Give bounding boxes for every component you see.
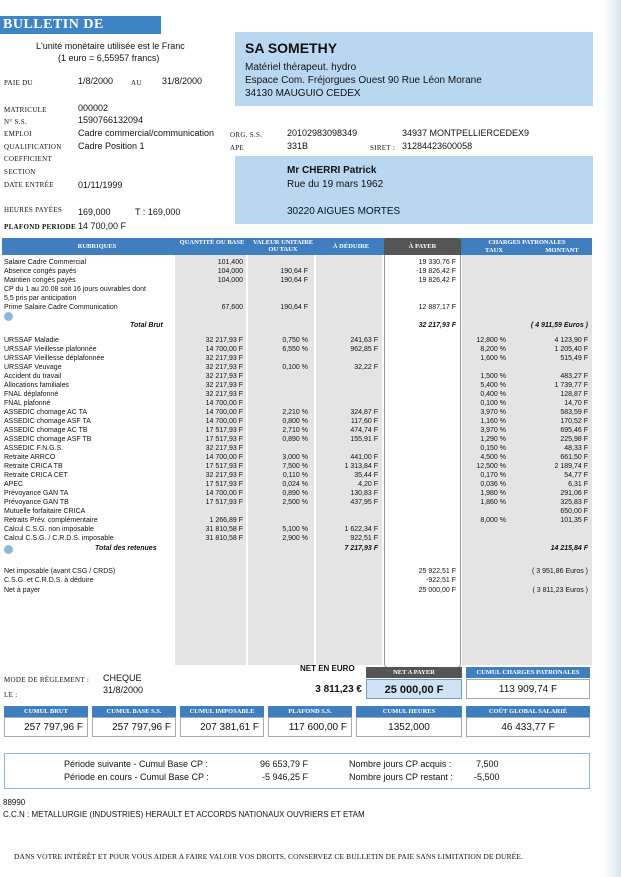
mode-reglement-value: CHEQUE — [103, 673, 142, 683]
row-taux: 190,64 F — [280, 277, 308, 284]
table-row — [0, 480, 600, 489]
row-charge-montant: 583,59 F — [560, 409, 588, 416]
row-base: 32 217,93 F — [205, 445, 243, 452]
row-charge-taux: 0,170 % — [480, 472, 506, 479]
conges-acquis-label: Nombre jours CP acquis : — [349, 759, 452, 769]
cumul-value: 207 381,61 F — [180, 717, 264, 737]
row-deduire: 1 622,34 F — [344, 526, 378, 533]
conges-encours-value: -5 946,25 F — [262, 772, 309, 782]
row-charge-taux: 8,200 % — [480, 346, 506, 353]
total-brut-label: Total Brut — [130, 322, 163, 329]
row-base: 1 266,89 F — [209, 517, 243, 524]
row-charge-taux: 1,160 % — [480, 418, 506, 425]
row-deduire: 155,91 F — [350, 436, 378, 443]
conges-acquis-value: 7,500 — [476, 759, 499, 769]
header-payer: À PAYER — [408, 243, 437, 250]
cumul-value: 257 797,96 F — [4, 717, 88, 737]
row-charge-taux: 1,860 % — [480, 499, 506, 506]
row-payer: 25 922,51 F — [418, 568, 456, 575]
cumul-charges-value: 113 909,74 F — [466, 679, 590, 699]
row-deduire: 437,95 F — [350, 499, 378, 506]
row-taux: 7,500 % — [282, 463, 308, 470]
row-base: 14 700,00 F — [205, 346, 243, 353]
table-row — [0, 408, 600, 417]
row-charge-taux: 4,500 % — [480, 454, 506, 461]
table-row — [0, 345, 600, 354]
row-charge-taux: 0,150 % — [480, 445, 506, 452]
row-charge-taux: 0,400 % — [480, 391, 506, 398]
row-taux: 0,750 % — [282, 337, 308, 344]
le-label: LE : — [4, 691, 18, 699]
currency-note-1: L'unité monétaire utilisée est le Franc — [36, 41, 185, 51]
table-row — [0, 507, 600, 516]
footer-ccn: C.C.N : METALLURGIE (INDUSTRIES) HERAULT ET ACCORDS NATIONAUX OUVRIERS ET ETAM — [3, 810, 365, 819]
row-charge-taux: 8,000 % — [480, 517, 506, 524]
row-deduire: 922,51 F — [350, 535, 378, 542]
row-charge-taux: 12,800 % — [476, 337, 506, 344]
row-label: Retraits Prév. complémentaire — [4, 517, 98, 524]
table-row — [0, 471, 600, 480]
date-entree-label: DATE ENTRÉE — [4, 181, 54, 189]
row-label: ASSEDIC chomage ASF TB — [4, 436, 92, 443]
table-row — [0, 417, 600, 426]
row-label: URSSAF Veuvage — [4, 364, 62, 371]
row-label: ASSEDIC chomage AC TA — [4, 409, 87, 416]
row-base: 32 217,93 F — [205, 364, 243, 371]
footer-notice: DANS VOTRE INTÉRÊT ET POUR VOUS AIDER A FAIRE VALOIR VOS DROITS, CONSERVEZ CE BULLETIN DE PAIE SANS LIMITATION DE DURÉE. — [14, 852, 524, 861]
row-charge-montant: 695,46 F — [560, 427, 588, 434]
row-charge-montant: 225,98 F — [560, 436, 588, 443]
au-label: AU — [131, 79, 142, 87]
cumul-label: COÛT GLOBAL SALARIÉ — [466, 706, 590, 717]
recipient-name: Mr CHERRI Patrick — [287, 165, 377, 176]
total-retenues-label: Total des retenues — [95, 545, 157, 552]
section-label: SECTION — [4, 168, 36, 176]
row-taux: 0,024 % — [282, 481, 308, 488]
employer-line1: Matériel thérapeut. hydro — [245, 62, 357, 73]
table-row — [0, 258, 600, 267]
ape-value: 331B — [287, 141, 309, 151]
employer-name: SA SOMETHY — [245, 40, 338, 56]
row-base: 14 700,00 F — [205, 454, 243, 461]
row-taux: 2,900 % — [282, 535, 308, 542]
plafond-label: PLAFOND PERIODE — [4, 223, 76, 231]
currency-note-2: (1 euro = 6,55957 francs) — [58, 53, 160, 63]
row-charge-montant: 1 205,40 F — [554, 346, 588, 353]
table-row — [0, 453, 600, 462]
cumul-label: CUMUL BASE S.S. — [92, 706, 176, 717]
table-row — [0, 303, 600, 312]
table-row — [0, 390, 600, 399]
total-retenues-charges: 14 215,84 F — [550, 545, 588, 552]
heures-label: HEURES PAYÉES — [4, 206, 63, 214]
row-deduire: 324,87 F — [350, 409, 378, 416]
row-base: 17 517,93 F — [205, 463, 243, 470]
row-payer: 25 000,00 F — [418, 587, 456, 594]
table-row — [0, 586, 600, 595]
row-base: 101,400 — [217, 259, 243, 266]
table-row — [0, 498, 600, 507]
row-label: URSSAF Vieillesse déplafonnée — [4, 355, 105, 362]
emploi-value: Cadre commercial/communication — [78, 128, 215, 138]
coefficient-label: COEFFICIENT — [4, 155, 53, 163]
table-row — [0, 336, 600, 345]
table-row — [0, 294, 600, 303]
cumul-label: PLAFOND S.S. — [268, 706, 352, 717]
t-value: T : 169,000 — [135, 207, 181, 217]
row-label: Calcul C.S.G. non imposable — [4, 526, 94, 533]
row-payer: 19 826,42 F — [418, 277, 456, 284]
row-charge-montant: 170,52 F — [560, 418, 588, 425]
header-rubriques: RUBRIQUES — [77, 243, 117, 250]
row-charge-montant: 1 739,77 F — [554, 382, 588, 389]
conges-encours-label: Période en cours - Cumul Base CP : — [64, 772, 209, 782]
table-row — [0, 399, 600, 408]
row-payer: -922,51 F — [426, 577, 456, 584]
row-label: Salaire Cadre Commercial — [4, 259, 87, 266]
row-label: Prévoyance GAN TB — [4, 499, 69, 506]
row-label: C.S.G. et C.R.D.S. à déduire — [4, 577, 94, 584]
row-taux: 0,100 % — [282, 364, 308, 371]
table-row — [0, 576, 600, 585]
row-taux: 0,110 % — [282, 472, 308, 479]
row-charge-taux: 3,970 % — [480, 409, 506, 416]
row-charge-montant: 101,35 F — [560, 517, 588, 524]
row-taux: 6,550 % — [282, 346, 308, 353]
page-edge-shadow — [603, 0, 621, 877]
row-charge-taux: 0,036 % — [480, 481, 506, 488]
row-base: 14 700,00 F — [205, 418, 243, 425]
header-valeur: VALEUR UNITAIRE OU TAUX — [252, 239, 314, 253]
row-charge-montant: 48,33 F — [564, 445, 588, 452]
row-label: ASSEDIC chomage AC TB — [4, 427, 88, 434]
row-base: 32 217,93 F — [205, 472, 243, 479]
row-label: APEC — [4, 481, 24, 488]
net-euro-value: 3 811,23 € — [315, 684, 362, 695]
row-base: 32 217,93 F — [205, 391, 243, 398]
row-label: URSSAF Vieillesse plafonnée — [4, 346, 97, 353]
table-header — [2, 238, 592, 255]
employer-line3: 34130 MAUGUIO CEDEX — [245, 88, 361, 99]
conges-restant-value: -5,500 — [474, 772, 500, 782]
conges-suivante-label: Période suivante - Cumul Base CP : — [64, 759, 208, 769]
row-base: 32 217,93 F — [205, 337, 243, 344]
row-taux: 190,64 F — [280, 268, 308, 275]
cumul-label: CUMUL HEURES — [356, 706, 462, 717]
row-label: CP du 1 au 20.08 soit 16 jours ouvrables dont — [4, 286, 146, 293]
row-charge-taux: 1,980 % — [480, 490, 506, 497]
table-row — [0, 534, 600, 543]
table-row — [0, 489, 600, 498]
row-payer: -19 826,42 F — [416, 268, 456, 275]
table-row — [0, 462, 600, 471]
row-label: Accident du travail — [4, 373, 62, 380]
row-base: 14 700,00 F — [205, 400, 243, 407]
row-label: URSSAF Maladie — [4, 337, 59, 344]
row-base: 14 700,00 F — [205, 409, 243, 416]
row-deduire: 32,22 F — [354, 364, 378, 371]
row-deduire: 474,74 F — [350, 427, 378, 434]
row-label: FNAL plafonné — [4, 400, 51, 407]
row-base: 32 217,93 F — [205, 373, 243, 380]
row-charge-montant: 128,87 F — [560, 391, 588, 398]
row-charge-taux: 1,500 % — [480, 373, 506, 380]
table-row — [0, 381, 600, 390]
net-euro-label: NET EN EURO — [300, 664, 355, 673]
row-label: Retraite CRICA CET — [4, 472, 68, 479]
row-charge-taux: 1,290 % — [480, 436, 506, 443]
table-row — [0, 435, 600, 444]
table-row — [0, 276, 600, 285]
row-charge-taux: 12,500 % — [476, 463, 506, 470]
row-deduire: 130,83 F — [350, 490, 378, 497]
paie-du-label: PAIE DU — [4, 79, 33, 87]
row-base: 104,000 — [217, 277, 243, 284]
row-charge-montant: 4 123,90 F — [554, 337, 588, 344]
row-charge-montant: ( 3 951,86 Euros ) — [531, 568, 588, 575]
row-base: 14 700,00 F — [205, 490, 243, 497]
table-row — [0, 444, 600, 453]
org-ss-value: 20102983098349 — [287, 128, 358, 138]
ape-label: APE — [230, 144, 245, 152]
cumul-charges-label: CUMUL CHARGES PATRONALES — [466, 667, 590, 678]
emploi-label: EMPLOI — [4, 130, 32, 138]
row-label: Absence congés payés — [4, 268, 77, 275]
row-label: Retraite ARRCO — [4, 454, 56, 461]
row-label: Prévoyance GAN TA — [4, 490, 69, 497]
row-base: 17 517,93 F — [205, 481, 243, 488]
row-label: Retraite CRICA TB — [4, 463, 63, 470]
row-charge-taux: 0,100 % — [480, 400, 506, 407]
org-ss-label: ORG. S.S. — [230, 131, 263, 139]
cumul-label: CUMUL IMPOSABLE — [180, 706, 264, 717]
mode-reglement-label: MODE DE RÈGLEMENT : — [4, 676, 90, 684]
qualification-value: Cadre Position 1 — [78, 141, 145, 151]
row-taux: 5,100 % — [282, 526, 308, 533]
row-taux: 0,800 % — [282, 418, 308, 425]
conges-suivante-value: 96 653,79 F — [260, 759, 309, 769]
table-row — [0, 363, 600, 372]
row-deduire: 241,63 F — [350, 337, 378, 344]
row-label: FNAL déplafonné — [4, 391, 59, 398]
net-payer-value: 25 000,00 F — [366, 679, 462, 699]
header-montant: MONTANT — [545, 247, 579, 254]
cumul-value: 117 600,00 F — [268, 717, 352, 737]
row-base: 31 810,58 F — [205, 526, 243, 533]
row-deduire: 1 313,84 F — [344, 463, 378, 470]
row-charge-montant: 291,06 F — [560, 490, 588, 497]
row-taux: 0,890 % — [282, 436, 308, 443]
org-ss-city: 34937 MONTPELLIERCEDEX9 — [402, 128, 530, 138]
table-row — [0, 426, 600, 435]
conges-restant-label: Nombre jours CP restant : — [349, 772, 453, 782]
siret-value: 31284423600058 — [402, 141, 473, 151]
row-label: Mutuelle forfaitaire CRICA — [4, 508, 86, 515]
row-charge-montant: 325,83 F — [560, 499, 588, 506]
table-row — [0, 372, 600, 381]
row-base: 67,600 — [221, 304, 243, 311]
row-base: 17 517,93 F — [205, 436, 243, 443]
row-label: Calcul C.S.G. / C.R.D.S. imposable — [4, 535, 114, 542]
header-deduire: À DÉDUIRE — [332, 243, 370, 250]
punch-mark — [4, 545, 13, 554]
matricule-value: 000002 — [78, 103, 109, 113]
table-row — [0, 354, 600, 363]
row-charge-montant: 483,27 F — [560, 373, 588, 380]
row-label: Net à payer — [4, 587, 41, 594]
row-base: 104,000 — [217, 268, 243, 275]
ss-value: 1590766132094 — [78, 115, 144, 125]
row-base: 17 517,93 F — [205, 427, 243, 434]
row-base: 31 810,58 F — [205, 535, 243, 542]
table-row — [0, 525, 600, 534]
row-charge-taux: 5,400 % — [480, 382, 506, 389]
table-row — [0, 516, 600, 525]
row-taux: 190,64 F — [280, 304, 308, 311]
row-base: 32 217,93 F — [205, 382, 243, 389]
total-brut-payer: 32 217,93 F — [418, 322, 456, 329]
table-row — [0, 267, 600, 276]
table-row — [0, 567, 600, 576]
row-charge-montant: ( 3 811,23 Euros ) — [532, 587, 588, 594]
header-quantite: QUANTITÉ OU BASE — [179, 239, 245, 246]
row-label: 5,5 pris par anticipation — [4, 295, 77, 302]
row-base: 32 217,93 F — [205, 355, 243, 362]
header-charges: CHARGES PATRONALES — [488, 239, 566, 246]
row-charge-montant: 515,49 F — [560, 355, 588, 362]
cumul-value: 1352,000 — [356, 717, 462, 737]
row-deduire: 117,60 F — [350, 418, 378, 425]
row-charge-montant: 650,00 F — [560, 508, 588, 515]
row-charge-taux: 3,970 % — [480, 427, 506, 434]
row-charge-montant: 661,50 F — [560, 454, 588, 461]
net-payer-label: NET A PAYER — [366, 667, 462, 678]
row-label: Prime Salaire Cadre Communication — [4, 304, 118, 311]
ss-label: N° S.S. — [4, 118, 27, 126]
row-payer: 12 887,17 F — [418, 304, 456, 311]
cumul-value: 46 433,77 F — [466, 717, 590, 737]
total-retenues-deduire: 7 217,93 F — [344, 545, 378, 552]
employer-line2: Espace Com. Fréjorgues Ouest 90 Rue Léon Morane — [245, 75, 482, 86]
heures-value: 169,000 — [78, 207, 111, 217]
row-deduire: 962,85 F — [350, 346, 378, 353]
row-taux: 3,000 % — [282, 454, 308, 461]
cumul-value: 257 797,96 F — [92, 717, 176, 737]
row-charge-montant: 2 189,74 F — [554, 463, 588, 470]
row-taux: 2,210 % — [282, 409, 308, 416]
paie-du-value: 1/8/2000 — [78, 76, 114, 86]
cumul-label: CUMUL BRUT — [4, 706, 88, 717]
row-payer: 19 330,76 F — [418, 259, 456, 266]
row-base: 17 517,93 F — [205, 499, 243, 506]
row-taux: 2,500 % — [282, 499, 308, 506]
row-label: Maintien congés payés — [4, 277, 76, 284]
row-charge-taux: 1,600 % — [480, 355, 506, 362]
siret-label: SIRET : — [370, 144, 396, 152]
table-row — [0, 285, 600, 294]
document-title: BULLETIN DE SALAIRE — [0, 16, 161, 34]
recipient-city: 30220 AIGUES MORTES — [287, 206, 401, 217]
row-label: Allocations familiales — [4, 382, 69, 389]
footer-code: 88990 — [3, 798, 26, 807]
row-label: ASSEDIC F.N.G.S. — [4, 445, 64, 452]
row-charge-montant: 6,31 F — [568, 481, 588, 488]
recipient-street: Rue du 19 mars 1962 — [287, 179, 384, 190]
matricule-label: MATRICULE — [4, 106, 47, 114]
le-value: 31/8/2000 — [103, 685, 144, 695]
row-taux: 0,890 % — [282, 490, 308, 497]
row-charge-montant: 54,77 F — [564, 472, 588, 479]
row-deduire: 441,00 F — [350, 454, 378, 461]
row-deduire: 4,20 F — [358, 481, 378, 488]
row-label: ASSEDIC chomage ASF TA — [4, 418, 91, 425]
date-entree-value: 01/11/1999 — [78, 180, 123, 190]
header-taux: TAUX — [485, 247, 503, 254]
row-taux: 2,710 % — [282, 427, 308, 434]
row-charge-montant: 14,70 F — [564, 400, 588, 407]
row-label: Net imposable (avant CSG / CRDS) — [4, 568, 116, 575]
qualification-label: QUALIFICATION — [4, 143, 62, 151]
punch-mark — [4, 312, 13, 321]
total-brut-euros: ( 4 911,59 Euros ) — [530, 322, 588, 329]
row-deduire: 35,44 F — [354, 472, 378, 479]
au-value: 31/8/2000 — [162, 76, 203, 86]
plafond-value: 14 700,00 F — [78, 221, 127, 231]
